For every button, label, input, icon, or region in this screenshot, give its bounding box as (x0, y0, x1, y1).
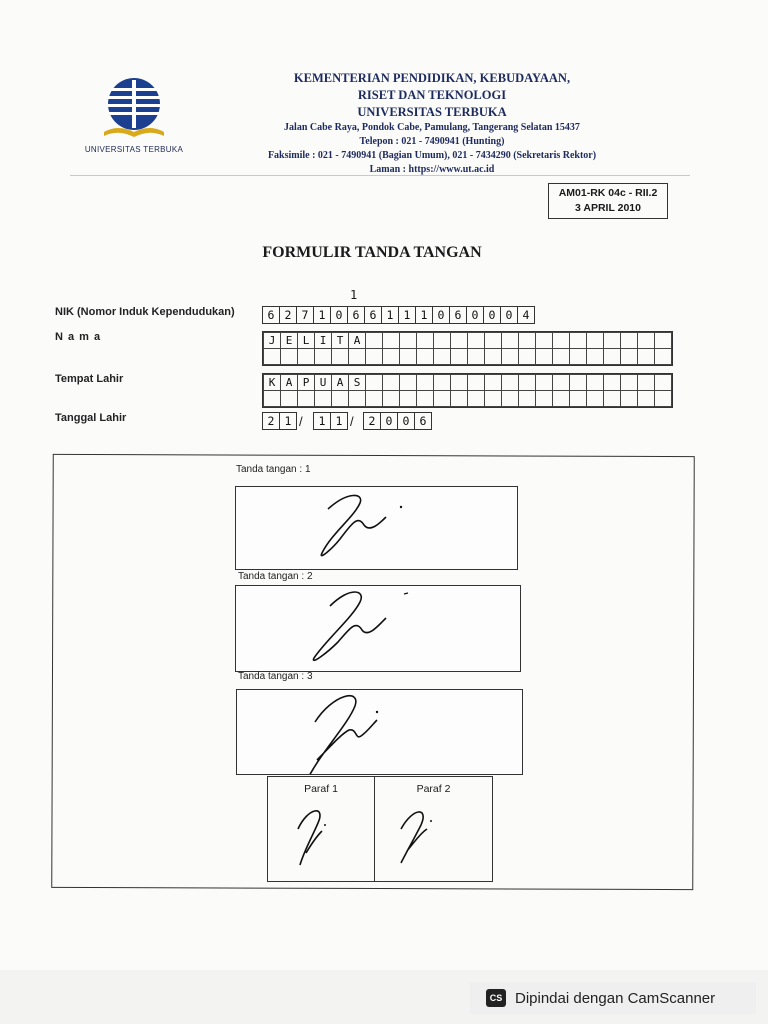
char-cell (587, 349, 604, 365)
char-cell (485, 349, 502, 365)
header-divider (70, 175, 690, 176)
char-box: 0 (380, 412, 398, 430)
char-box: 0 (330, 306, 348, 324)
paraf-1-label: Paraf 1 (304, 783, 338, 795)
nama-label: N a m a (55, 331, 102, 343)
char-cell: L (298, 333, 315, 349)
signature-1-drawing (236, 487, 517, 569)
char-cell (434, 333, 451, 349)
char-cell (366, 349, 383, 365)
char-box: 0 (500, 306, 518, 324)
tanggal-lahir-label: Tanggal Lahir (55, 412, 127, 424)
char-cell (587, 333, 604, 349)
char-cell (485, 375, 502, 391)
char-cell (604, 333, 621, 349)
char-cell (502, 375, 519, 391)
char-cell (298, 391, 315, 407)
char-cell (400, 375, 417, 391)
logo-caption: UNIVERSITAS TERBUKA (84, 145, 184, 154)
date-separator: / (350, 414, 354, 429)
char-cell (604, 349, 621, 365)
char-cell (485, 333, 502, 349)
char-cell (553, 333, 570, 349)
char-cell (349, 349, 366, 365)
char-box: 1 (398, 306, 416, 324)
char-cell (553, 391, 570, 407)
tempat-lahir-grid (262, 373, 673, 408)
char-cell (264, 391, 281, 407)
char-cell (451, 333, 468, 349)
char-cell (536, 391, 553, 407)
char-cell (553, 375, 570, 391)
char-box: 0 (432, 306, 450, 324)
char-cell (468, 349, 485, 365)
char-box: 1 (330, 412, 348, 430)
char-cell (638, 333, 655, 349)
char-cell (570, 333, 587, 349)
char-cell (604, 391, 621, 407)
char-cell (621, 333, 638, 349)
char-cell (383, 333, 400, 349)
paraf-table (267, 776, 493, 882)
char-cell (349, 391, 366, 407)
char-box: 2 (363, 412, 381, 430)
char-cell (451, 375, 468, 391)
char-box: 1 (313, 412, 331, 430)
phone-line: Telepon : 021 - 7490941 (Hunting) (359, 136, 505, 147)
birth-day-boxes (262, 412, 296, 430)
char-cell (366, 375, 383, 391)
char-cell: A (332, 375, 349, 391)
paraf-1-cell (268, 777, 375, 881)
char-box: 1 (415, 306, 433, 324)
birth-month-boxes (313, 412, 347, 430)
char-box: 6 (347, 306, 365, 324)
char-box: 6 (364, 306, 382, 324)
char-cell (587, 391, 604, 407)
signature-2-box (235, 585, 521, 672)
char-cell (655, 375, 672, 391)
char-box: 6 (414, 412, 432, 430)
char-box: 0 (397, 412, 415, 430)
nik-correction-note: 1 (350, 288, 358, 302)
form-title: FORMULIR TANDA TANGAN (262, 244, 482, 261)
paraf-2-cell (375, 777, 492, 881)
signature-3-box (236, 689, 523, 775)
ministry-line-2: RISET DAN TEKNOLOGI (357, 88, 507, 102)
char-cell: I (315, 333, 332, 349)
university-logo-icon (98, 74, 170, 146)
signature-1-label: Tanda tangan : 1 (236, 464, 311, 475)
char-cell (621, 375, 638, 391)
char-cell (485, 391, 502, 407)
char-cell: K (264, 375, 281, 391)
signature-3-label: Tanda tangan : 3 (238, 671, 313, 682)
nama-grid (262, 331, 673, 366)
char-box: 0 (466, 306, 484, 324)
char-cell (570, 391, 587, 407)
char-cell: A (281, 375, 298, 391)
camscanner-text: Dipindai dengan CamScanner (515, 989, 716, 1007)
char-cell (383, 391, 400, 407)
char-cell (519, 391, 536, 407)
letterhead (222, 70, 642, 177)
char-box: 6 (262, 306, 280, 324)
char-cell (417, 375, 434, 391)
char-cell: U (315, 375, 332, 391)
birth-year-boxes (363, 412, 431, 430)
char-cell (655, 349, 672, 365)
char-cell: S (349, 375, 366, 391)
char-cell (434, 375, 451, 391)
char-cell (570, 375, 587, 391)
char-cell (298, 349, 315, 365)
paraf-2-label: Paraf 2 (416, 783, 451, 795)
char-cell (315, 349, 332, 365)
char-cell (281, 391, 298, 407)
char-cell (536, 333, 553, 349)
doc-code: AM01-RK 04c - RII.2 (558, 187, 658, 199)
char-cell (468, 375, 485, 391)
signature-2-label: Tanda tangan : 2 (238, 571, 313, 582)
char-cell (264, 349, 281, 365)
char-cell (519, 375, 536, 391)
camscanner-watermark (470, 982, 756, 1014)
char-cell (536, 349, 553, 365)
char-cell (621, 391, 638, 407)
char-cell (638, 391, 655, 407)
char-cell: A (349, 333, 366, 349)
char-cell (570, 349, 587, 365)
char-cell (621, 349, 638, 365)
char-cell (400, 349, 417, 365)
doc-date: 3 APRIL 2010 (575, 202, 641, 214)
signature-1-box (235, 486, 518, 570)
char-cell (332, 349, 349, 365)
char-box: 4 (517, 306, 535, 324)
char-cell (434, 349, 451, 365)
char-cell (468, 391, 485, 407)
char-cell (502, 333, 519, 349)
ministry-line-1: KEMENTERIAN PENDIDIKAN, KEBUDAYAAN, (293, 71, 571, 85)
char-box: 1 (279, 412, 297, 430)
char-cell (451, 349, 468, 365)
char-cell (468, 333, 485, 349)
char-cell (383, 349, 400, 365)
char-box: 1 (313, 306, 331, 324)
tempat-lahir-label: Tempat Lahir (55, 373, 124, 385)
char-box: 1 (381, 306, 399, 324)
nik-label: NIK (Nomor Induk Kependudukan) (55, 306, 235, 318)
char-box: 2 (262, 412, 280, 430)
char-cell: J (264, 333, 281, 349)
char-box: 2 (279, 306, 297, 324)
char-cell (638, 375, 655, 391)
char-cell (434, 391, 451, 407)
camscanner-icon: CS (486, 989, 506, 1007)
char-cell: E (281, 333, 298, 349)
char-cell (502, 391, 519, 407)
char-cell (366, 391, 383, 407)
char-cell (332, 391, 349, 407)
char-box: 0 (483, 306, 501, 324)
char-cell (417, 391, 434, 407)
char-cell (400, 391, 417, 407)
char-cell (417, 349, 434, 365)
char-cell (366, 333, 383, 349)
char-cell (587, 375, 604, 391)
char-cell: P (298, 375, 315, 391)
char-cell (519, 349, 536, 365)
char-cell (655, 391, 672, 407)
document-reference-box (548, 183, 668, 219)
char-cell (383, 375, 400, 391)
fax-line: Faksimile : 021 - 7490941 (Bagian Umum), 021 - 7434290 (Sekretaris Rektor) (267, 150, 597, 161)
signature-3-drawing (237, 690, 522, 774)
signature-2-drawing (236, 586, 520, 671)
char-cell (655, 333, 672, 349)
char-cell (281, 349, 298, 365)
date-separator: / (299, 414, 303, 429)
char-box: 7 (296, 306, 314, 324)
char-cell (451, 391, 468, 407)
char-cell (519, 333, 536, 349)
website-line: Laman : https://www.ut.ac.id (369, 164, 495, 175)
char-cell (502, 349, 519, 365)
char-cell (400, 333, 417, 349)
address-line: Jalan Cabe Raya, Pondok Cabe, Pamulang, Tangerang Selatan 15437 (284, 122, 580, 133)
char-cell (604, 375, 621, 391)
university-name: UNIVERSITAS TERBUKA (357, 105, 507, 119)
char-cell (553, 349, 570, 365)
char-cell (417, 333, 434, 349)
char-cell (638, 349, 655, 365)
char-cell (315, 391, 332, 407)
char-box: 6 (449, 306, 467, 324)
nik-boxes (262, 306, 534, 324)
char-cell: T (332, 333, 349, 349)
char-cell (536, 375, 553, 391)
